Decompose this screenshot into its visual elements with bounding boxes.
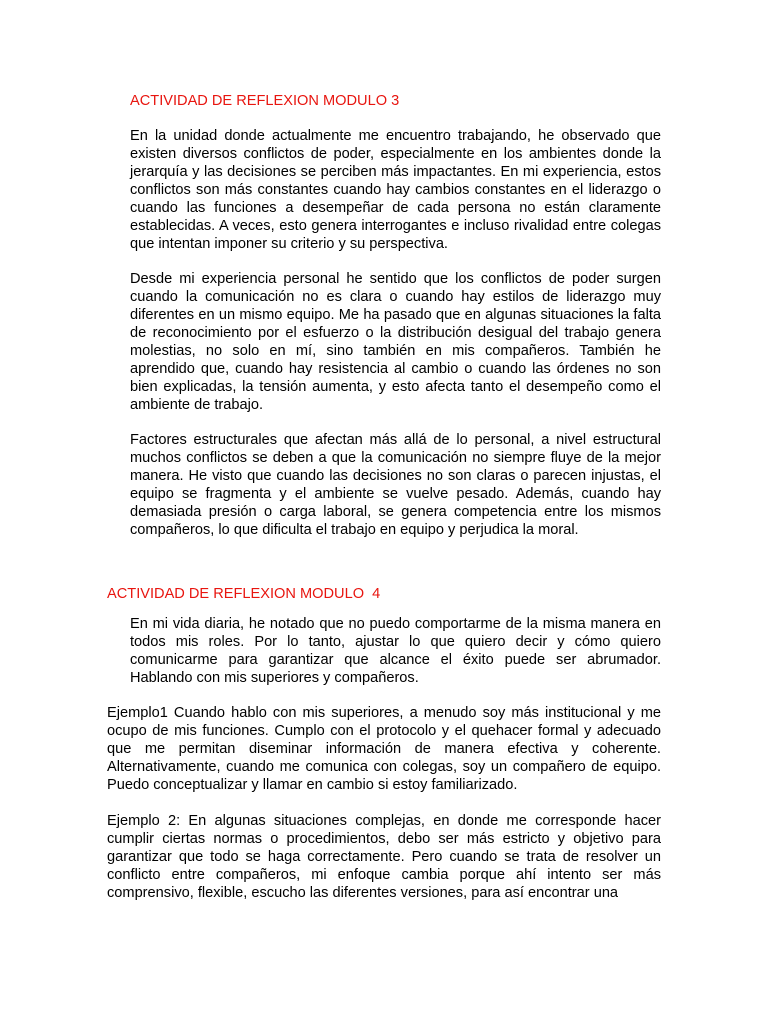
module-4-intro-paragraph: En mi vida diaria, he notado que no puedo comportarme de la misma manera en todos mis roles. Por lo tanto, ajustar lo que quiero decir y cómo quiero comunicarme para garantizar que alcance el éxito puede ser abrumador. Hablando con mis superiores y compañeros. [130,616,661,686]
module-3-paragraph-2: Desde mi experiencia personal he sentido que los conflictos de poder surgen cuando la comunicación no es clara o cuando hay estilos de liderazgo muy diferentes en un mismo equipo. Me ha pasado que en algunas situaciones la falta de reconocimiento por el esfuerzo o la distribución desigual del trabajo genera molestias, no solo en mí, sino también en mis compañeros. También he aprendido que, cuando hay resistencia al cambio o cuando las órdenes no son bien explicadas, la tensión aumenta, y esto afecta tanto el desempeño como el ambiente de trabajo. [130,271,661,413]
module-3-paragraph-1: En la unidad donde actualmente me encuentro trabajando, he observado que existen diversos conflictos de poder, especialmente en los ambientes donde la jerarquía y las decisiones se perciben más impactantes. En mi experiencia, estos conflictos son más constantes cuando hay cambios constantes en el liderazgo o cuando las funciones a desempeñar de cada persona no están claramente establecidas. A veces, esto genera interrogantes e incluso rivalidad entre colegas que intentan imponer su criterio y su perspectiva. [130,128,661,252]
module-3-paragraph-3: Factores estructurales que afectan más allá de lo personal, a nivel estructural muchos conflictos se deben a que la comunicación no siempre fluye de la mejor manera. He visto que cuando las decisiones no son claras o parecen injustas, el equipo se fragmenta y el ambiente se vuelve pesado. Además, cuando hay demasiada presión o carga laboral, se genera competencia entre los mismos compañeros, lo que dificulta el trabajo en equipo y perjudica la moral. [130,432,661,538]
module-4-heading: ACTIVIDAD DE REFLEXION MODULO 4 [107,586,381,602]
module-4-example-2: Ejemplo 2: En algunas situaciones complejas, en donde me corresponde hacer cumplir ciertas normas o procedimientos, debo ser más estricto y objetivo para garantizar que todo se haga correctamente. Pero cuando se trata de resolver un conflicto entre compañeros, mi enfoque cambia porque ahí intento ser más comprensivo, flexible, escucho las diferentes versiones, para así encontrar una [107,813,661,901]
module-4-example-1: Ejemplo1 Cuando hablo con mis superiores, a menudo soy más institucional y me ocupo de mis funciones. Cumplo con el protocolo y el quehacer formal y adecuado que me permitan diseminar información de manera efectiva y coherente. Alternativamente, cuando me comunica con colegas, soy un compañero de equipo. Puedo conceptualizar y llamar en cambio si estoy familiarizado. [107,705,661,793]
module-3-heading: ACTIVIDAD DE REFLEXION MODULO 3 [130,93,404,109]
